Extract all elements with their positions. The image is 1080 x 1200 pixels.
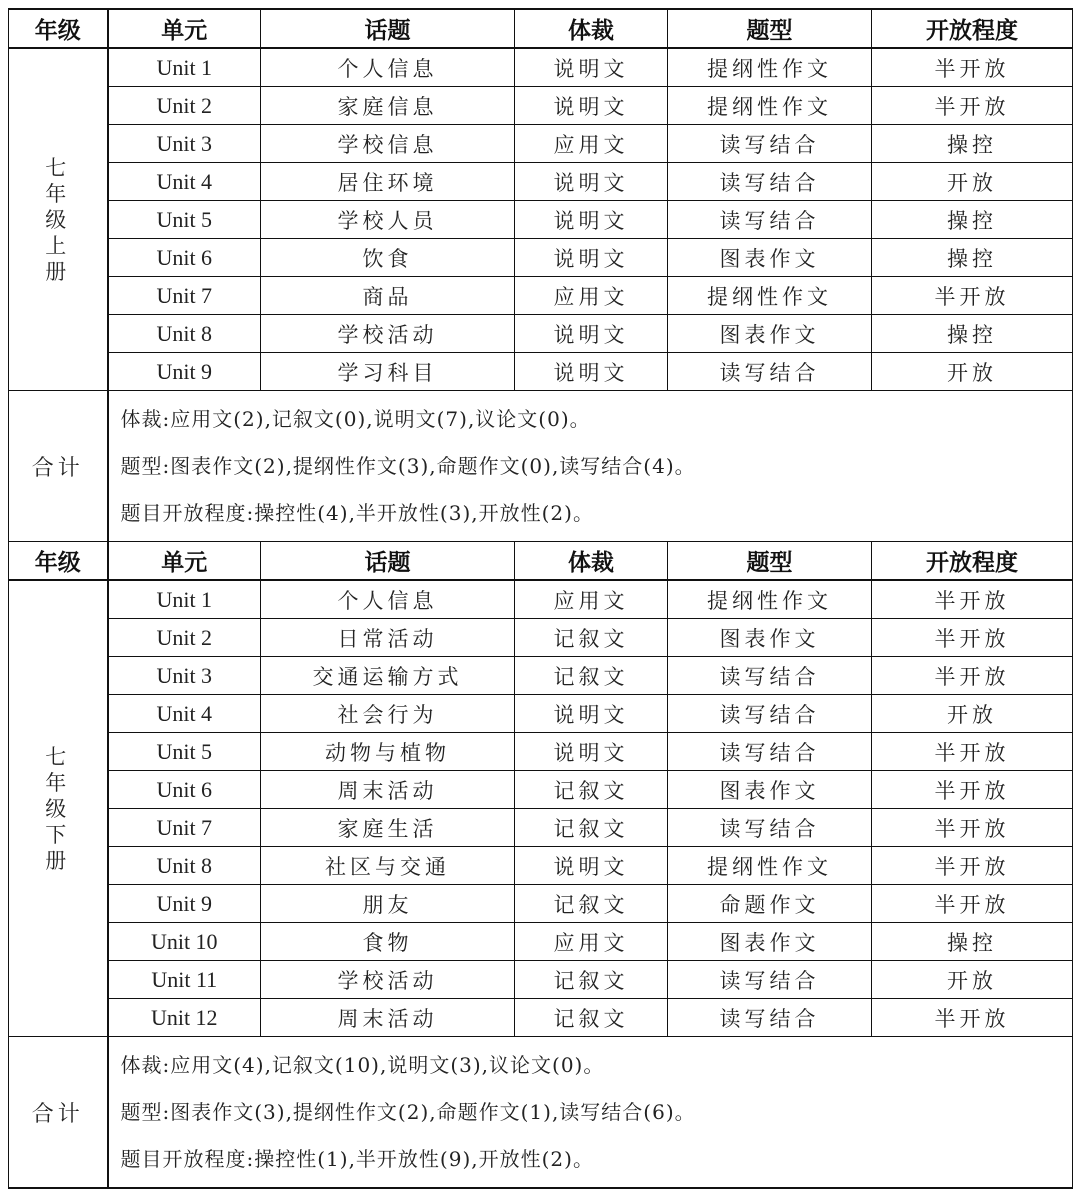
table-row — [9, 657, 1073, 695]
genre-cell: 记叙文 — [515, 885, 668, 923]
grade-char: 上 — [45, 233, 71, 258]
grade-char: 年 — [45, 181, 71, 206]
topic-cell: 学校活动 — [261, 961, 515, 999]
task-type-cell: 读写结合 — [668, 733, 872, 771]
openness-cell: 开放 — [872, 961, 1073, 999]
openness-cell: 操控 — [872, 125, 1073, 163]
topic-cell: 动物与植物 — [261, 733, 515, 771]
table-row — [9, 885, 1073, 923]
unit-cell: Unit 10 — [108, 923, 261, 961]
genre-cell: 应用文 — [515, 923, 668, 961]
openness-cell: 半开放 — [872, 809, 1073, 847]
topic-cell: 日常活动 — [261, 619, 515, 657]
grade-char: 年 — [45, 770, 71, 795]
table-row — [9, 999, 1073, 1037]
openness-cell: 开放 — [872, 695, 1073, 733]
table-row — [9, 239, 1073, 277]
openness-cell: 半开放 — [872, 580, 1073, 619]
task-type-cell: 读写结合 — [668, 809, 872, 847]
openness-cell: 半开放 — [872, 87, 1073, 125]
task-type-cell: 读写结合 — [668, 201, 872, 239]
unit-cell: Unit 2 — [108, 619, 261, 657]
unit-cell: Unit 6 — [108, 771, 261, 809]
task-type-cell: 读写结合 — [668, 163, 872, 201]
header-genre: 体裁 — [515, 542, 668, 581]
summary-label: 合计 — [9, 391, 108, 542]
topic-cell: 个人信息 — [261, 580, 515, 619]
openness-cell: 操控 — [872, 239, 1073, 277]
table-row — [9, 961, 1073, 999]
openness-cell: 开放 — [872, 163, 1073, 201]
table-body — [9, 9, 1073, 1188]
openness-cell: 半开放 — [872, 48, 1073, 87]
topic-cell: 学校信息 — [261, 125, 515, 163]
genre-cell: 说明文 — [515, 353, 668, 391]
topic-cell: 学校人员 — [261, 201, 515, 239]
genre-cell: 说明文 — [515, 733, 668, 771]
topic-cell: 商品 — [261, 277, 515, 315]
header-openness: 开放程度 — [872, 542, 1073, 581]
task-type-cell: 读写结合 — [668, 695, 872, 733]
header-task-type: 题型 — [668, 9, 872, 48]
unit-cell: Unit 4 — [108, 695, 261, 733]
task-type-cell: 图表作文 — [668, 923, 872, 961]
table-row — [9, 87, 1073, 125]
header-grade: 年级 — [9, 9, 108, 48]
task-type-cell: 提纲性作文 — [668, 277, 872, 315]
genre-cell: 应用文 — [515, 580, 668, 619]
task-type-cell: 命题作文 — [668, 885, 872, 923]
unit-analysis-table — [8, 8, 1073, 1189]
openness-cell: 操控 — [872, 315, 1073, 353]
task-type-cell: 图表作文 — [668, 619, 872, 657]
genre-cell: 说明文 — [515, 87, 668, 125]
genre-cell: 记叙文 — [515, 771, 668, 809]
grade-char: 册 — [45, 848, 71, 873]
grade-char: 七 — [45, 744, 71, 769]
task-type-cell: 读写结合 — [668, 125, 872, 163]
genre-cell: 应用文 — [515, 125, 668, 163]
header-row — [9, 9, 1073, 48]
topic-cell: 学校活动 — [261, 315, 515, 353]
header-openness: 开放程度 — [872, 9, 1073, 48]
table-row — [9, 125, 1073, 163]
genre-cell: 说明文 — [515, 239, 668, 277]
grade-char: 七 — [45, 155, 71, 180]
summary-row — [9, 1037, 1073, 1189]
header-topic: 话题 — [261, 542, 515, 581]
unit-cell: Unit 12 — [108, 999, 261, 1037]
summary-line: 题目开放程度:操控性(1),半开放性(9),开放性(2)。 — [120, 1146, 594, 1171]
openness-cell: 半开放 — [872, 885, 1073, 923]
unit-cell: Unit 8 — [108, 315, 261, 353]
unit-cell: Unit 4 — [108, 163, 261, 201]
table-row — [9, 733, 1073, 771]
grade-char: 下 — [45, 822, 71, 847]
grade-cell — [9, 580, 108, 1037]
header-row — [9, 542, 1073, 581]
task-type-cell: 提纲性作文 — [668, 580, 872, 619]
genre-cell: 说明文 — [515, 695, 668, 733]
task-type-cell: 图表作文 — [668, 239, 872, 277]
summary-label: 合计 — [9, 1037, 108, 1189]
header-task-type: 题型 — [668, 542, 872, 581]
task-type-cell: 提纲性作文 — [668, 847, 872, 885]
summary-line: 题目开放程度:操控性(4),半开放性(3),开放性(2)。 — [120, 500, 594, 525]
table-row — [9, 580, 1073, 619]
topic-cell: 周末活动 — [261, 771, 515, 809]
unit-cell: Unit 8 — [108, 847, 261, 885]
unit-cell: Unit 7 — [108, 809, 261, 847]
table-row — [9, 277, 1073, 315]
table-row — [9, 353, 1073, 391]
openness-cell: 操控 — [872, 923, 1073, 961]
openness-cell: 半开放 — [872, 277, 1073, 315]
topic-cell: 周末活动 — [261, 999, 515, 1037]
genre-cell: 应用文 — [515, 277, 668, 315]
openness-cell: 半开放 — [872, 999, 1073, 1037]
task-type-cell: 读写结合 — [668, 353, 872, 391]
topic-cell: 家庭生活 — [261, 809, 515, 847]
task-type-cell: 图表作文 — [668, 315, 872, 353]
topic-cell: 交通运输方式 — [261, 657, 515, 695]
genre-cell: 记叙文 — [515, 619, 668, 657]
genre-cell: 记叙文 — [515, 961, 668, 999]
unit-cell: Unit 3 — [108, 125, 261, 163]
unit-cell: Unit 1 — [108, 48, 261, 87]
writing-task-table — [8, 8, 1072, 1189]
task-type-cell: 读写结合 — [668, 657, 872, 695]
unit-cell: Unit 2 — [108, 87, 261, 125]
header-genre: 体裁 — [515, 9, 668, 48]
unit-cell: Unit 7 — [108, 277, 261, 315]
summary-row — [9, 391, 1073, 542]
topic-cell: 社会行为 — [261, 695, 515, 733]
topic-cell: 个人信息 — [261, 48, 515, 87]
topic-cell: 朋友 — [261, 885, 515, 923]
table-row — [9, 923, 1073, 961]
grade-cell — [9, 48, 108, 391]
genre-cell: 记叙文 — [515, 657, 668, 695]
header-unit: 单元 — [108, 542, 261, 581]
topic-cell: 居住环境 — [261, 163, 515, 201]
grade-char: 级 — [45, 796, 71, 821]
unit-cell: Unit 5 — [108, 201, 261, 239]
summary-line: 体裁:应用文(4),记叙文(10),说明文(3),议论文(0)。 — [120, 1052, 605, 1077]
grade-char: 册 — [45, 259, 71, 284]
openness-cell: 开放 — [872, 353, 1073, 391]
openness-cell: 半开放 — [872, 733, 1073, 771]
header-unit: 单元 — [108, 9, 261, 48]
task-type-cell: 提纲性作文 — [668, 48, 872, 87]
genre-cell: 说明文 — [515, 163, 668, 201]
unit-cell: Unit 1 — [108, 580, 261, 619]
task-type-cell: 读写结合 — [668, 999, 872, 1037]
table-row — [9, 163, 1073, 201]
summary-line: 题型:图表作文(3),提纲性作文(2),命题作文(1),读写结合(6)。 — [120, 1099, 696, 1124]
task-type-cell: 提纲性作文 — [668, 87, 872, 125]
openness-cell: 半开放 — [872, 657, 1073, 695]
table-row — [9, 619, 1073, 657]
unit-cell: Unit 6 — [108, 239, 261, 277]
topic-cell: 家庭信息 — [261, 87, 515, 125]
unit-cell: Unit 5 — [108, 733, 261, 771]
summary-line: 题型:图表作文(2),提纲性作文(3),命题作文(0),读写结合(4)。 — [120, 453, 696, 478]
table-row — [9, 847, 1073, 885]
topic-cell: 社区与交通 — [261, 847, 515, 885]
openness-cell: 半开放 — [872, 771, 1073, 809]
table-row — [9, 315, 1073, 353]
topic-cell: 饮食 — [261, 239, 515, 277]
openness-cell: 半开放 — [872, 619, 1073, 657]
topic-cell: 食物 — [261, 923, 515, 961]
genre-cell: 记叙文 — [515, 809, 668, 847]
summary-line: 体裁:应用文(2),记叙文(0),说明文(7),议论文(0)。 — [120, 406, 591, 431]
unit-cell: Unit 9 — [108, 353, 261, 391]
summary-text — [108, 1037, 1073, 1189]
unit-cell: Unit 9 — [108, 885, 261, 923]
task-type-cell: 读写结合 — [668, 961, 872, 999]
genre-cell: 说明文 — [515, 201, 668, 239]
genre-cell: 说明文 — [515, 48, 668, 87]
openness-cell: 操控 — [872, 201, 1073, 239]
header-topic: 话题 — [261, 9, 515, 48]
table-row — [9, 201, 1073, 239]
unit-cell: Unit 3 — [108, 657, 261, 695]
table-row — [9, 809, 1073, 847]
unit-cell: Unit 11 — [108, 961, 261, 999]
genre-cell: 记叙文 — [515, 999, 668, 1037]
summary-text — [108, 391, 1073, 542]
table-row — [9, 771, 1073, 809]
grade-char: 级 — [45, 207, 71, 232]
genre-cell: 说明文 — [515, 847, 668, 885]
openness-cell: 半开放 — [872, 847, 1073, 885]
topic-cell: 学习科目 — [261, 353, 515, 391]
table-row — [9, 695, 1073, 733]
task-type-cell: 图表作文 — [668, 771, 872, 809]
genre-cell: 说明文 — [515, 315, 668, 353]
table-row — [9, 48, 1073, 87]
header-grade: 年级 — [9, 542, 108, 581]
